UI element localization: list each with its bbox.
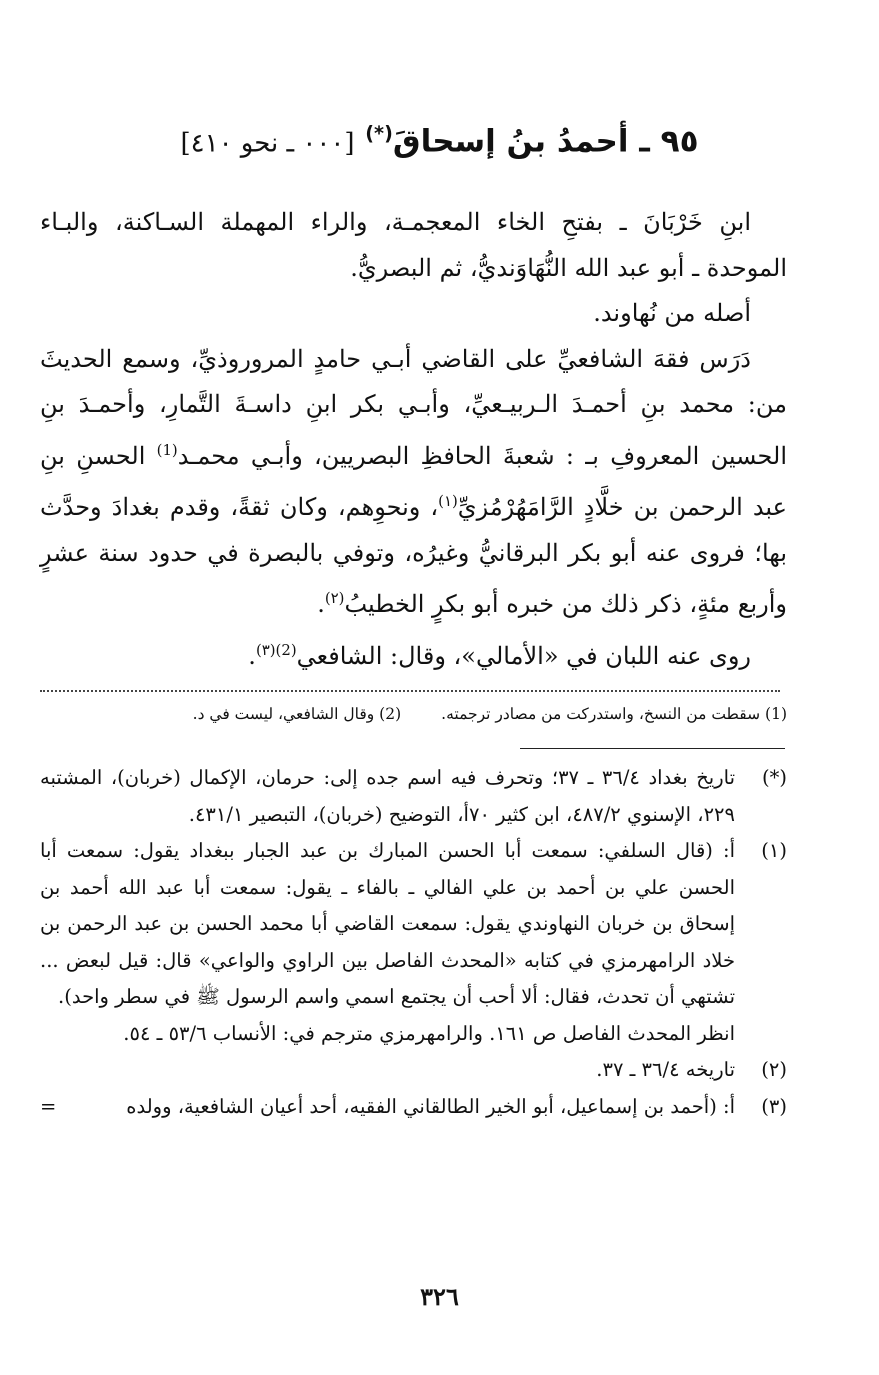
footnote-star [40, 760, 787, 833]
footnote-text-inner: أ: (أحمد بن إسماعيل، أبو الخير الطالقاني الفقيه، أحد أعيان الشافعية، وولده [126, 1094, 735, 1118]
footnote-mark: (*) [762, 766, 787, 789]
footnote-1 [40, 833, 787, 1052]
footnote-ref-1: (١) [438, 492, 458, 510]
footnotes [40, 760, 787, 1125]
footnote-text [40, 1089, 735, 1126]
footnote-rule [520, 748, 785, 749]
paragraph-origin: أصله من نُهاوند. [593, 299, 751, 327]
footnote-mark: (١) [761, 839, 787, 862]
footnote-mark: (٣) [761, 1094, 787, 1118]
entry-body [40, 200, 787, 679]
footnote-text: تاريخه ٣٦/٤ ـ ٣٧. [596, 1058, 735, 1081]
paragraph-biography [40, 337, 787, 628]
manuscript-notes [40, 700, 787, 728]
manuscript-note-1: (1) سقطت من النسخ، واستدركت من مصادر ترجمته. [441, 705, 787, 723]
biography-part-c: ، ونحوِهم، وكان ثقةً، وقدم بغدادَ وحدَّث بها؛ فروى عنه أبو بكر البرقانيُّ وغيرُه، وتوفي بالبصرة في حدود سنة عشرٍ وأربع مئةٍ، ذكر ذلك من خبره أبو بكرٍ الخطيبُ [40, 493, 787, 618]
dotted-separator [40, 690, 780, 692]
entry-title-star: (*) [365, 122, 393, 145]
footnote-text: تاريخ بغداد ٣٦/٤ ـ ٣٧؛ وتحرف فيه اسم جده إلى: حرمان، الإكمال (خربان)، المشتبه ٢٢٩، الإسنوي ٤٨٧/٢، ابن كثير ٧٠أ، التوضيح (خربان)، التبصير ٤٣١/١. [40, 766, 735, 826]
footnote-ref-side-2-and-3: (2)(٣) [255, 640, 297, 659]
footnote-extra: انظر المحدث الفاصل ص ١٦١. والرامهرمزي مترجم في: الأنساب ٥٣/٦ ـ ٥٤. [123, 1021, 735, 1045]
biography-part-b: الحسنِ بنِ عبد الرحمن بن خلَّادٍ الرَّامَهُرْمُزيِّ [40, 441, 787, 521]
narration-part-b: . [248, 641, 256, 670]
continuation-mark: = [40, 1094, 57, 1118]
narration-part-a: روى عنه اللبان في «الأمالي»، وقال: الشافعي [296, 641, 751, 670]
paragraph-narration [40, 628, 787, 680]
footnote-ref-side-1: (1) [156, 440, 178, 459]
entry-title-main: ٩٥ ـ أحمدُ بنُ إسحاقَ [392, 123, 699, 160]
footnote-text: أ: (قال السلفي: سمعت أبا الحسن المبارك بن عبد الجبار ببغداد يقول: سمعت أبا الحسن علي بن أحمد بن علي الفالي ـ بالفاء ـ يقول: سمعت أبا عبد الله أحمد بن إسحاق بن خربان النهاوندي يقول: سمعت القاضي أبا محمد الحسن بن عبد الرحمن بن خلاد الرامهرمزي في كتابه «المحدث الفاصل بين الراوي والواعي» قال: قيل لبعض ... تشتهي أن تحدث، فقال: ألا أحب أن يجتمع اسمي واسم الرسول ﷺ في سطر واحد). [40, 839, 735, 1008]
biography-part-d: . [317, 590, 325, 618]
paragraph-lineage: ابنِ خَرْبَانَ ـ بفتحِ الخاء المعجمـة، والراء المهملة السـاكنة، والبـاء الموحدة ـ أبو عبد الله النُّهَاوَنديُّ، ثم البصريُّ. [40, 208, 787, 282]
biography-part-a: دَرَس فقهَ الشافعيِّ على القاضي أبـي حامدٍ المروروذيِّ، وسمع الحديثَ من: محمد بنِ أحمـدَ الـربيـعيِّ، وأبـي بكر ابنِ داسـةَ التَّمارِ، وأحمـدَ بنِ الحسين المعروفِ بـ : شعبةَ الحافظِ البصريين، وأبـي محمـد [40, 344, 787, 470]
footnote-3 [40, 1089, 787, 1126]
footnote-mark: (٢) [761, 1058, 787, 1081]
entry-title [90, 110, 789, 167]
footnote-ref-2: (٢) [324, 589, 345, 607]
footnote-2 [40, 1052, 787, 1089]
page-number: ٣٢٦ [420, 1282, 459, 1311]
manuscript-note-2: (2) وقال الشافعي، ليست في د. [192, 705, 402, 723]
entry-title-dates: [٠٠٠ ـ نحو ٤١٠] [180, 128, 355, 159]
